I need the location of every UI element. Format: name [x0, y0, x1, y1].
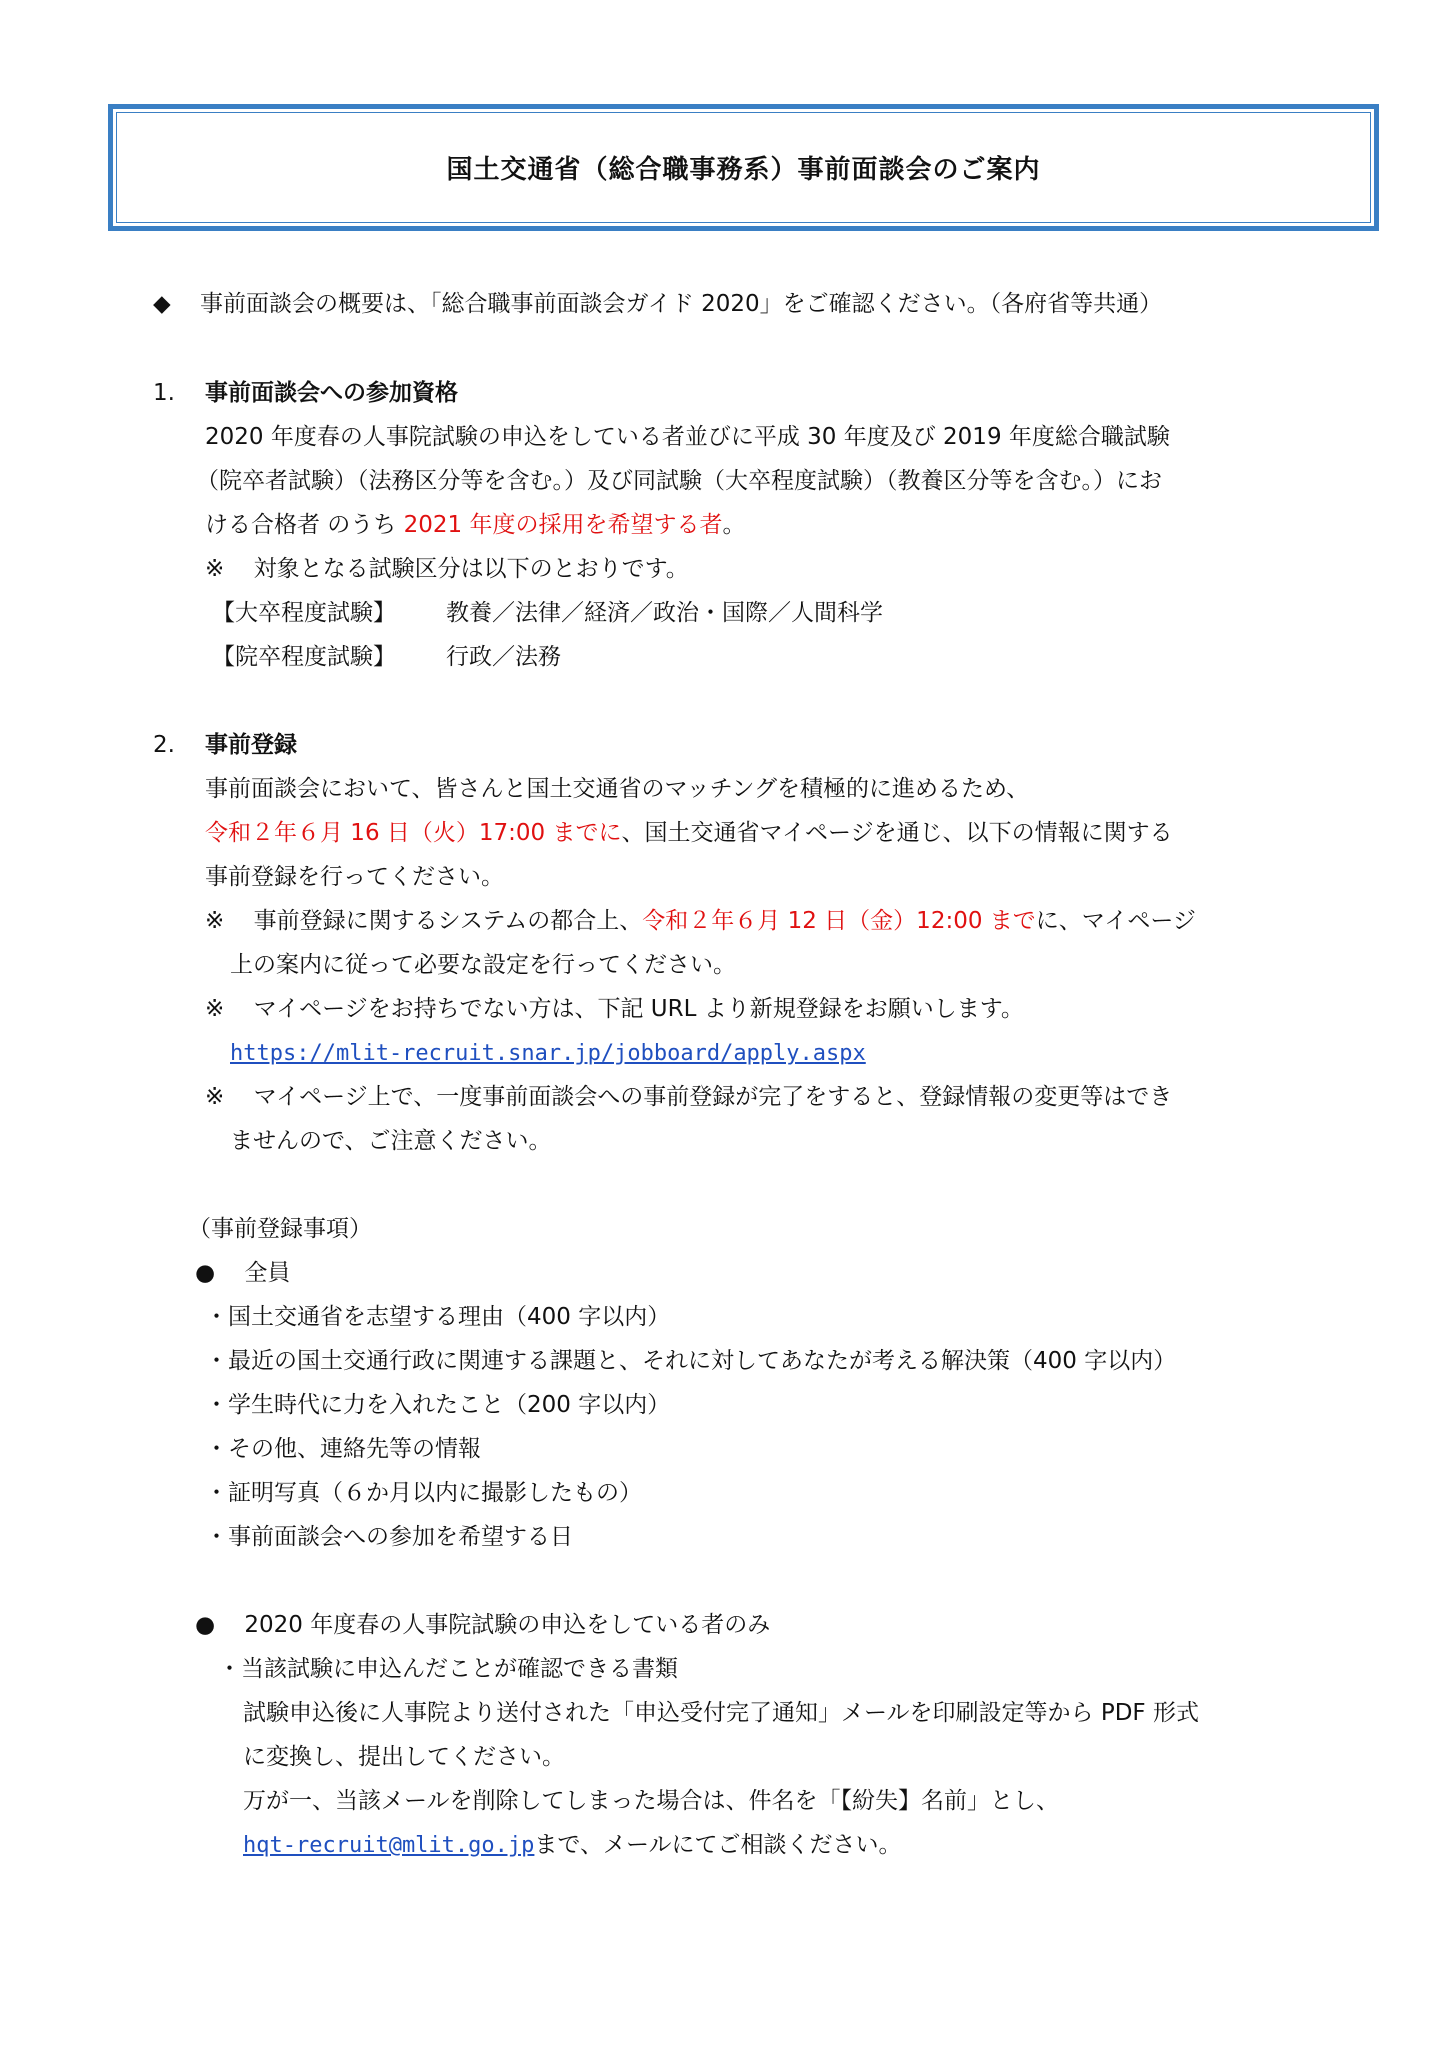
list-item: ・学生時代に力を入れたこと（200 字以内） [205, 1392, 671, 1418]
group2-line3: 万が一、当該メールを削除してしまった場合は、件名を「【紛失】名前」とし、 [243, 1788, 1060, 1814]
note3-text: マイページ上で、一度事前面談会への事前登録が完了をすると、登録情報の変更等はでき [253, 1084, 1173, 1110]
section1-heading: 事前面談会への参加資格 [205, 380, 458, 406]
section2-note3-cont: ませんので、ご注意ください。 [230, 1128, 552, 1154]
note-mark: ※ [205, 556, 225, 582]
intro-line [153, 289, 1162, 319]
list-item: ・最近の国土交通行政に関連する課題と、それに対してあなたが考える解決策（400 字以内） [205, 1348, 1177, 1374]
section1-body-line3 [205, 510, 745, 540]
section1-body-line3-pre: ける合格者 のうち [205, 512, 404, 538]
group2-line [195, 1610, 770, 1640]
section2-line2 [205, 818, 1173, 848]
section2-line1: 事前面談会において、皆さんと国土交通省のマッチングを積極的に進めるため、 [205, 776, 1030, 802]
section2-note1-cont: 上の案内に従って必要な設定を行ってください。 [230, 952, 736, 978]
circle-bullet-icon: ● [195, 1260, 216, 1286]
section1-heading-line [153, 378, 458, 408]
section2-heading-line [153, 730, 297, 760]
setting-deadline-highlight: 令和２年６月 12 日（金）12:00 まで [642, 908, 1036, 934]
section1-body-line3-post: 。 [722, 512, 746, 538]
section2-line3: 事前登録を行ってください。 [205, 864, 504, 890]
section1-note-text: 対象となる試験区分は以下のとおりです。 [253, 556, 689, 582]
list-item: ・国土交通省を志望する理由（400 字以内） [205, 1304, 671, 1330]
note1-pre: 事前登録に関するシステムの都合上、 [253, 908, 643, 934]
note-mark: ※ [205, 996, 225, 1022]
section1-body-line2: （院卒者試験）（法務区分等を含む。）及び同試験（大卒程度試験）（教養区分等を含む。）にお [196, 468, 1162, 494]
section2-note1 [205, 906, 1196, 936]
exam1-value: 教養／法律／経済／政治・国際／人間科学 [446, 600, 883, 626]
group2-item: ・当該試験に申込んだことが確認できる書類 [218, 1656, 678, 1682]
note1-post: に、マイページ [1035, 908, 1196, 934]
group2-line4-post: まで、メールにてご相談ください。 [534, 1832, 902, 1858]
contact-email-link[interactable]: hqt-recruit@mlit.go.jp [243, 1833, 535, 1858]
section2-note2 [205, 994, 1024, 1024]
group2-line2: に変換し、提出してください。 [243, 1744, 565, 1770]
section2-number: 2. [153, 732, 175, 758]
diamond-bullet-icon: ◆ [153, 291, 171, 317]
exam1-line [212, 598, 883, 628]
section1-highlight: 2021 年度の採用を希望する者 [403, 512, 723, 538]
section1-note [205, 554, 689, 584]
note2-text: マイページをお持ちでない方は、下記 URL より新規登録をお願いします。 [253, 996, 1024, 1022]
circle-bullet-icon: ● [195, 1612, 216, 1638]
intro-text: 事前面談会の概要は、「総合職事前面談会ガイド 2020」をご確認ください。（各府省等共通） [200, 291, 1163, 317]
section2-heading: 事前登録 [205, 732, 297, 758]
deadline-highlight: 令和２年６月 16 日（火）17:00 までに [205, 820, 622, 846]
registration-heading: （事前登録事項） [188, 1216, 372, 1242]
note-mark: ※ [205, 908, 225, 934]
list-item: ・証明写真（６か月以内に撮影したもの） [205, 1480, 642, 1506]
section1-body-line1: 2020 年度春の人事院試験の申込をしている者並びに平成 30 年度及び 2019 年度総合職試験 [205, 424, 1170, 450]
group2-line4 [243, 1830, 902, 1861]
section2-line2-post: 、国土交通省マイページを通じ、以下の情報に関する [621, 820, 1173, 846]
group1-label: 全員 [244, 1260, 291, 1286]
exam1-label: 【大卒程度試験】 [212, 600, 396, 626]
page-title: 国土交通省（総合職事務系）事前面談会のご案内 [446, 155, 1041, 185]
section1-number: 1. [153, 380, 175, 406]
registration-url-line [230, 1038, 866, 1069]
registration-url-link[interactable]: https://mlit-recruit.snar.jp/jobboard/apply.aspx [230, 1041, 866, 1066]
group1-line [195, 1258, 290, 1288]
exam2-value: 行政／法務 [446, 644, 561, 670]
group2-line1: 試験申込後に人事院より送付された「申込受付完了通知」メールを印刷設定等から PDF 形式 [243, 1700, 1199, 1726]
note-mark: ※ [205, 1084, 225, 1110]
group2-label: 2020 年度春の人事院試験の申込をしている者のみ [244, 1612, 771, 1638]
section2-note3 [205, 1082, 1172, 1112]
exam2-label: 【院卒程度試験】 [212, 644, 396, 670]
list-item: ・事前面談会への参加を希望する日 [205, 1524, 573, 1550]
list-item: ・その他、連絡先等の情報 [205, 1436, 481, 1462]
exam2-line [212, 642, 561, 672]
title-box-inner [116, 112, 1371, 223]
title-box [108, 104, 1379, 231]
